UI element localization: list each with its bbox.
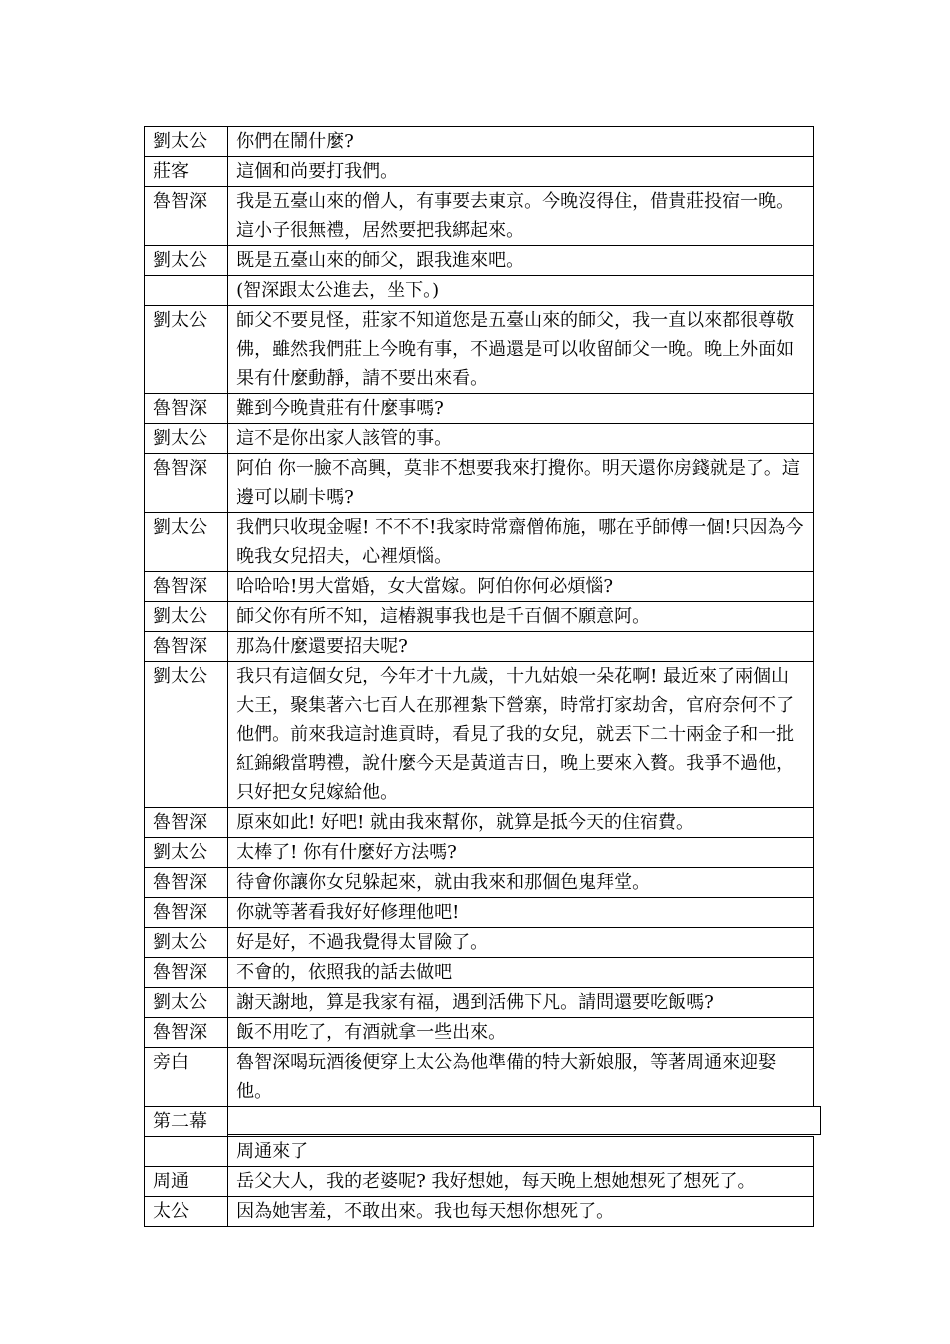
table-row [145,246,814,276]
speaker-cell: 魯智深 [145,898,228,928]
speaker-cell: 魯智深 [145,187,228,246]
speaker-cell: 魯智深 [145,454,228,513]
act-heading-empty-cell [228,1107,814,1137]
speaker-cell: 劉太公 [145,602,228,632]
speaker-cell: 魯智深 [145,808,228,838]
table-row [145,157,814,187]
table-row [145,958,814,988]
speaker-cell: 魯智深 [145,1018,228,1048]
table-row [145,454,814,513]
dialogue-cell: 因為她害羞，不敢出來。我也每天想你想死了。 [228,1197,814,1227]
speaker-cell: 太公 [145,1197,228,1227]
speaker-cell: 魯智深 [145,394,228,424]
table-row [145,988,814,1018]
dialogue-cell: 師父不要見怪，莊家不知道您是五臺山來的師父，我一直以來都很尊敬佛，雖然我們莊上今晚有事，不過還是可以收留師父一晚。晚上外面如果有什麼動靜，請不要出來看。 [228,306,814,394]
dialogue-cell: 我是五臺山來的僧人，有事要去東京。今晚沒得住，借貴莊投宿一晚。這小子很無禮，居然要把我綁起來。 [228,187,814,246]
dialogue-cell: 既是五臺山來的師父，跟我進來吧。 [228,246,814,276]
script-table [144,126,814,1227]
table-row [145,513,814,572]
dialogue-cell: 我只有這個女兒，今年才十九歲，十九姑娘一朵花啊! 最近來了兩個山大王，聚集著六七百人在那裡紮下營寨，時常打家劫舍，官府奈何不了他們。前來我這討進貢時，看見了我的女兒，就丟下二十兩金子和一批紅錦緞當聘禮，說什麼今天是黃道吉日，晚上要來入贅。我爭不過他，只好把女兒嫁給他。 [228,662,814,808]
act-heading-extended-border [227,1106,821,1135]
speaker-cell: 劉太公 [145,513,228,572]
table-row [145,868,814,898]
table-row [145,394,814,424]
speaker-cell [145,1137,228,1167]
speaker-cell: 旁白 [145,1048,228,1107]
speaker-cell: 劉太公 [145,928,228,958]
dialogue-cell: 這個和尚要打我們。 [228,157,814,187]
dialogue-cell: 阿伯 你一臉不高興，莫非不想要我來打攪你。明天還你房錢就是了。這邊可以刷卡嗎? [228,454,814,513]
dialogue-cell: 不會的，依照我的話去做吧 [228,958,814,988]
dialogue-cell: 那為什麼還要招夫呢? [228,632,814,662]
table-row [145,276,814,306]
stage-direction-cell: (智深跟太公進去，坐下。) [228,276,814,306]
speaker-cell: 魯智深 [145,958,228,988]
table-row [145,127,814,157]
dialogue-cell: 師父你有所不知，這樁親事我也是千百個不願意阿。 [228,602,814,632]
speaker-cell: 劉太公 [145,306,228,394]
table-row [145,632,814,662]
speaker-cell [145,276,228,306]
table-row [145,898,814,928]
narration-cell: 魯智深喝玩酒後便穿上太公為他準備的特大新娘服，等著周通來迎娶他。 [228,1048,814,1107]
table-row [145,424,814,454]
table-row [145,1048,814,1107]
speaker-cell: 劉太公 [145,988,228,1018]
table-row [145,838,814,868]
table-row [145,928,814,958]
dialogue-cell: 好是好，不過我覺得太冒險了。 [228,928,814,958]
dialogue-cell: 你就等著看我好好修理他吧! [228,898,814,928]
stage-direction-cell: 周通來了 [228,1137,814,1167]
speaker-cell: 魯智深 [145,572,228,602]
speaker-cell: 劉太公 [145,246,228,276]
dialogue-cell: 謝天謝地，算是我家有福，遇到活佛下凡。請問還要吃飯嗎? [228,988,814,1018]
dialogue-cell: 哈哈哈!男大當婚，女大當嫁。阿伯你何必煩惱? [228,572,814,602]
script-table-body [145,127,814,1227]
speaker-cell: 莊客 [145,157,228,187]
table-row [145,1197,814,1227]
speaker-cell: 魯智深 [145,632,228,662]
speaker-cell: 劉太公 [145,424,228,454]
speaker-cell: 劉太公 [145,127,228,157]
table-row [145,306,814,394]
table-row [145,187,814,246]
dialogue-cell: 這不是你出家人該管的事。 [228,424,814,454]
dialogue-cell: 你們在鬧什麼? [228,127,814,157]
table-row [145,572,814,602]
dialogue-cell: 難到今晚貴莊有什麼事嗎? [228,394,814,424]
speaker-cell: 魯智深 [145,868,228,898]
table-row [145,602,814,632]
dialogue-cell: 岳父大人，我的老婆呢? 我好想她，每天晚上想她想死了想死了。 [228,1167,814,1197]
act-heading-row [145,1107,814,1137]
speaker-cell: 劉太公 [145,838,228,868]
dialogue-cell: 太棒了! 你有什麼好方法嗎? [228,838,814,868]
act-heading-line-box [236,1107,807,1136]
table-row [145,1137,814,1167]
table-row [145,662,814,808]
dialogue-cell: 我們只收現金喔! 不不不!我家時常齋僧佈施，哪在乎師傅一個!只因為今晚我女兒招夫，心裡煩惱。 [228,513,814,572]
dialogue-cell: 原來如此! 好吧! 就由我來幫你，就算是抵今天的住宿費。 [228,808,814,838]
table-row [145,1018,814,1048]
dialogue-cell: 待會你讓你女兒躲起來，就由我來和那個色鬼拜堂。 [228,868,814,898]
table-row [145,808,814,838]
act-heading-cell: 第二幕 [145,1107,228,1137]
table-row [145,1167,814,1197]
dialogue-cell: 飯不用吃了，有酒就拿一些出來。 [228,1018,814,1048]
speaker-cell: 周通 [145,1167,228,1197]
speaker-cell: 劉太公 [145,662,228,808]
